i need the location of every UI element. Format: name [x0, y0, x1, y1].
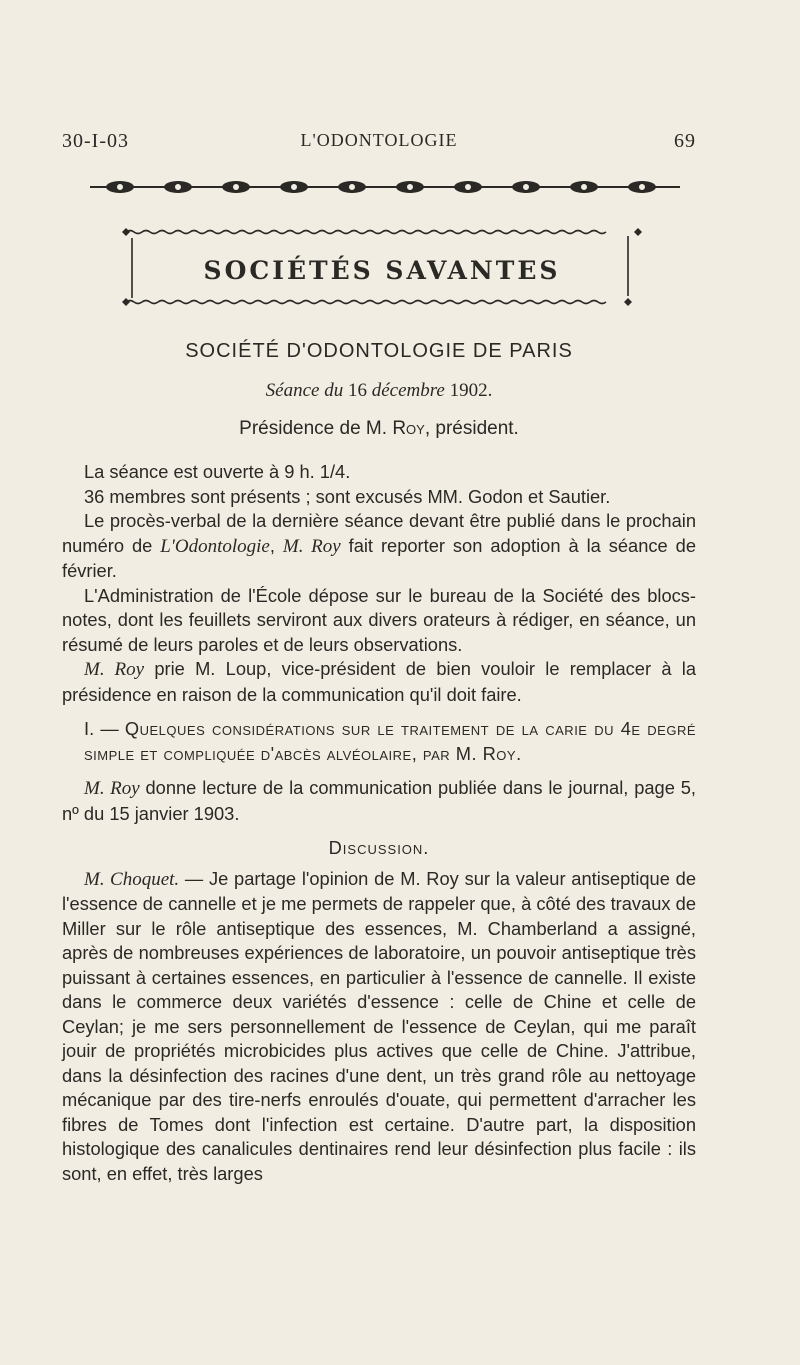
speaker-name: M. Roy: [84, 778, 140, 799]
text-span: donne lecture de la communication publiée dans le journal, page 5, nº du 15 janvier 1903.: [62, 777, 696, 824]
text-span: Le procès-verbal de la dernière séance devant être publié dans le prochain numéro de: [62, 510, 696, 556]
speaker-name: M. Roy: [282, 535, 341, 557]
item-number: I. —: [84, 718, 125, 739]
decorative-ornament-band: [90, 176, 680, 198]
presidence-prefix: Présidence de M.: [239, 418, 388, 439]
paragraph-roy-prie: [62, 657, 696, 707]
text-span: — Je partage l'opinion de M. Roy sur la valeur antiseptique de l'essence de cannelle et je me permets de rappeler que, à côté des travaux de Miller sur le rôle antiseptique des essences, M. Chamberland a assigné, après de nombreuses expériences de laboratoire, un pouvoir antiseptique très puissant à certaines essences, en particulier à l'essence de cannelle. Il existe dans le commerce deux variétés d'essence : celle de Chine et celle de Ceylan; je me sers personnellement de l'essence de Ceylan, qui me paraît jouir de propriétés microbicides plus actives que celle de Chine. J'attribue, dans la désinfection des racines d'une dent, un très grand rôle au nettoyage mécanique par des tire-nerfs enroulés d'ouate, qui permettent d'arracher les fibres de Tomes dont l'infection est certaine. D'autre part, la disposition histologique des canalicules dentinaires rend leur désinfection plus facile : ils sont, en effet, très larges: [62, 867, 696, 1184]
society-heading: SOCIÉTÉ D'ODONTOLOGIE DE PARIS: [185, 340, 573, 362]
seance-day: 16: [347, 380, 367, 401]
section-title-frame: [118, 222, 646, 312]
text-span: prie M. Loup, vice-président de bien vouloir le remplacer à la présidence en raison de la communication qu'il doit faire.: [62, 658, 696, 705]
seance-year: 1902.: [449, 380, 493, 401]
speaker-name: M. Roy: [84, 659, 145, 680]
running-header: [62, 130, 696, 160]
section-title: SOCIÉTÉS SAVANTES: [203, 256, 561, 285]
discussion-heading: Discussion.: [328, 837, 430, 858]
presidence-suffix: , président.: [424, 418, 519, 439]
paragraph-proces-verbal: [62, 509, 696, 584]
text-span: ,: [269, 534, 283, 556]
page-number: 69: [674, 130, 696, 152]
agenda-item: [62, 717, 696, 766]
seance-month: décembre: [371, 380, 445, 401]
journal-title: L'Odontologie: [160, 535, 270, 557]
paragraph-opening: La séance est ouverte à 9 h. 1/4.: [84, 461, 351, 482]
paragraph-choquet: [62, 867, 696, 1187]
presidence-name: Roy: [392, 418, 425, 439]
item-title: Quelques considérations sur le traitement de la carie du 4e degré simple et compliquée d'abcès alvéolaire, par M. Roy.: [84, 718, 697, 764]
paragraph-lecture: [62, 776, 696, 826]
journal-page: [62, 0, 696, 1365]
speaker-name: M. Choquet.: [84, 868, 180, 890]
seance-prefix: Séance du: [265, 380, 344, 401]
text-span: fait reporter son adoption à la séance de février.: [62, 534, 696, 581]
presidence-line: [62, 418, 696, 440]
paragraph-attendance: 36 membres sont présents ; sont excusés MM. Godon et Sautier.: [84, 485, 611, 507]
seance-date: [62, 380, 696, 402]
header-date: 30-I-03: [62, 130, 129, 152]
paragraph-administration: L'Administration de l'École dépose sur le bureau de la Société des blocs-notes, dont les feuillets serviront aux divers orateurs à rédiger, en séance, un résumé de leurs paroles et de leurs observations.: [62, 584, 696, 655]
article-body: [62, 460, 696, 1186]
header-journal: L'ODONTOLOGIE: [300, 130, 458, 150]
